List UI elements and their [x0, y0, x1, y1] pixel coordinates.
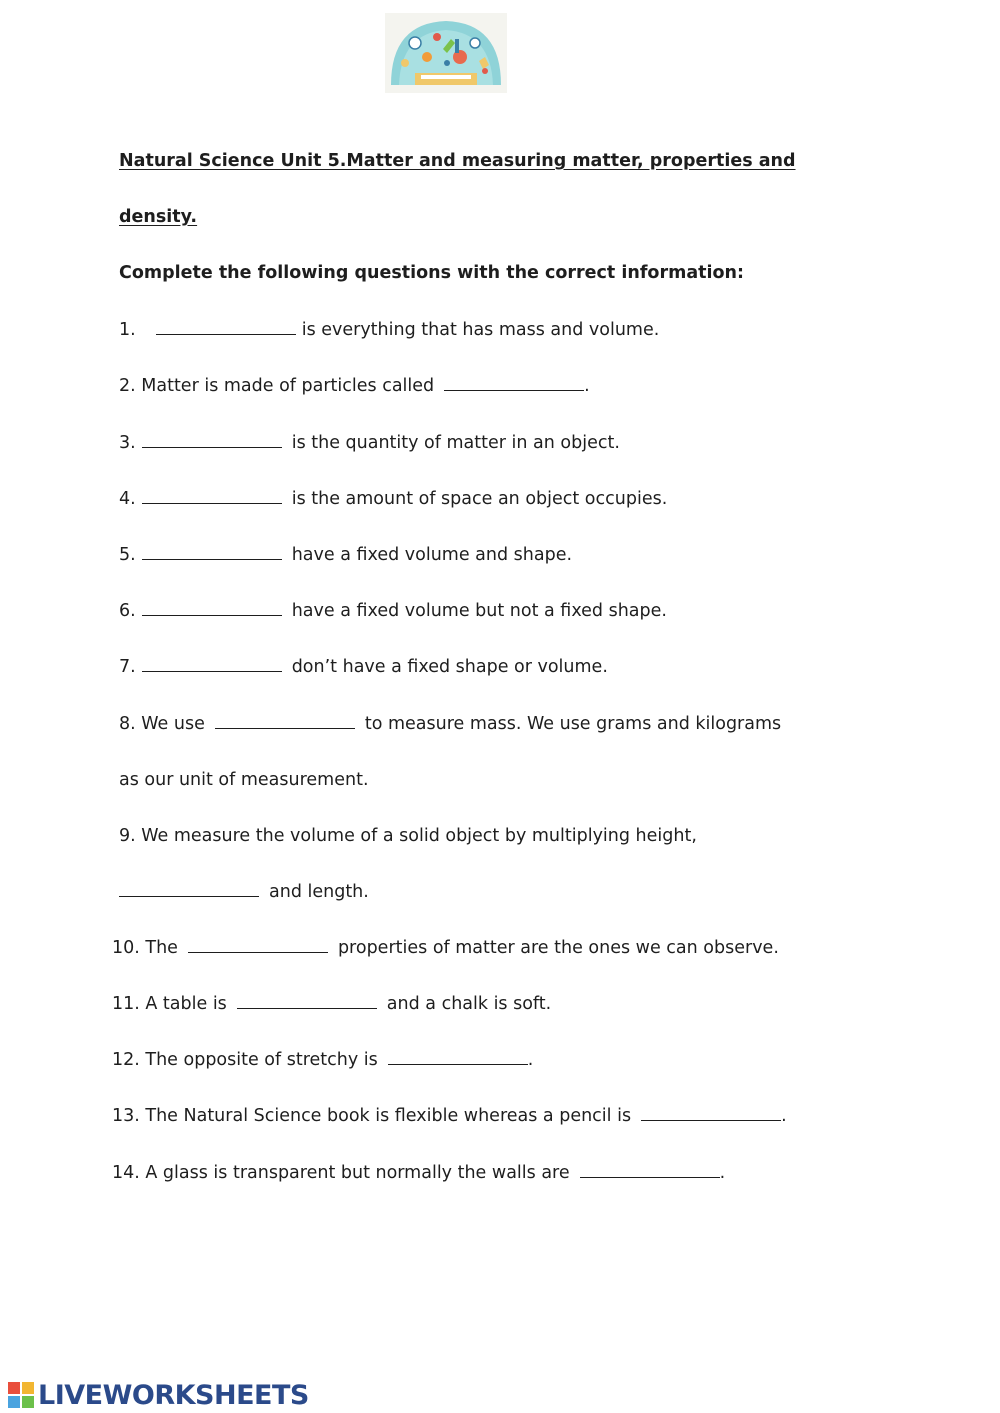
answer-blank-10[interactable] [188, 936, 328, 953]
question-8-text: 8. We use [119, 714, 205, 734]
question-12-end: . [527, 1050, 534, 1070]
question-7 [119, 655, 608, 679]
question-14-end: . [719, 1163, 726, 1183]
question-11-text-after: and a chalk is soft. [386, 994, 552, 1014]
question-2-text: 2. Matter is made of particles called [119, 376, 435, 396]
question-5-number: 5. [119, 545, 136, 565]
question-4 [119, 487, 667, 511]
answer-blank-2[interactable] [444, 374, 584, 391]
question-13-end: . [781, 1106, 787, 1126]
science-illustration-icon [385, 13, 507, 93]
answer-blank-9[interactable] [119, 880, 259, 897]
answer-blank-12[interactable] [388, 1048, 528, 1065]
liveworksheets-logo-icon [8, 1382, 34, 1408]
question-2 [119, 374, 590, 398]
question-9-continuation [119, 880, 369, 904]
question-11 [112, 992, 551, 1016]
question-7-number: 7. [119, 657, 136, 677]
question-8-text-after: to measure mass. We use grams and kilograms [364, 714, 782, 734]
question-1-text: is everything that has mass and volume. [301, 320, 660, 340]
worksheet-title-line1: Natural Science Unit 5.Matter and measuring matter, properties and [119, 151, 796, 171]
question-10 [112, 936, 779, 960]
question-3-text: is the quantity of matter in an object. [291, 433, 620, 453]
answer-blank-5[interactable] [142, 543, 282, 560]
question-10-text: 10. The [112, 938, 178, 958]
question-4-text: is the amount of space an object occupies. [291, 489, 668, 509]
question-8-continuation: as our unit of measurement. [119, 770, 369, 790]
question-7-text: don’t have a fixed shape or volume. [291, 657, 608, 677]
question-14 [112, 1161, 725, 1185]
header-illustration [385, 13, 507, 93]
question-6 [119, 599, 667, 623]
question-6-number: 6. [119, 601, 136, 621]
question-3-number: 3. [119, 433, 136, 453]
question-1 [119, 318, 659, 342]
answer-blank-1[interactable] [156, 318, 296, 335]
answer-blank-4[interactable] [142, 487, 282, 504]
question-6-text: have a fixed volume but not a fixed shape. [291, 601, 667, 621]
question-14-text: 14. A glass is transparent but normally the walls are [112, 1163, 570, 1183]
answer-blank-7[interactable] [142, 655, 282, 672]
answer-blank-14[interactable] [580, 1161, 720, 1178]
question-9: 9. We measure the volume of a solid object by multiplying height, [119, 826, 697, 846]
answer-blank-3[interactable] [142, 431, 282, 448]
question-1-number: 1. [119, 320, 136, 340]
question-10-text-after: properties of matter are the ones we can observe. [337, 938, 779, 958]
question-11-text: 11. A table is [112, 994, 227, 1014]
answer-blank-6[interactable] [142, 599, 282, 616]
answer-blank-11[interactable] [237, 992, 377, 1009]
footer-logo[interactable] [8, 1378, 309, 1412]
question-12 [112, 1048, 533, 1072]
question-2-end: . [584, 376, 590, 396]
footer-logo-text: LIVEWORKSHEETS [38, 1379, 309, 1411]
question-13-text: 13. The Natural Science book is flexible whereas a pencil is [112, 1106, 632, 1126]
question-5 [119, 543, 572, 567]
question-3 [119, 431, 620, 455]
question-5-text: have a fixed volume and shape. [291, 545, 573, 565]
question-8 [119, 712, 781, 736]
worksheet-title-line2: density. [119, 207, 198, 227]
question-4-number: 4. [119, 489, 136, 509]
answer-blank-13[interactable] [641, 1104, 781, 1121]
question-9-text-after: and length. [269, 882, 369, 902]
question-13 [112, 1104, 787, 1128]
answer-blank-8[interactable] [215, 712, 355, 729]
question-12-text: 12. The opposite of stretchy is [112, 1050, 378, 1070]
instructions: Complete the following questions with the correct information: [119, 263, 744, 283]
